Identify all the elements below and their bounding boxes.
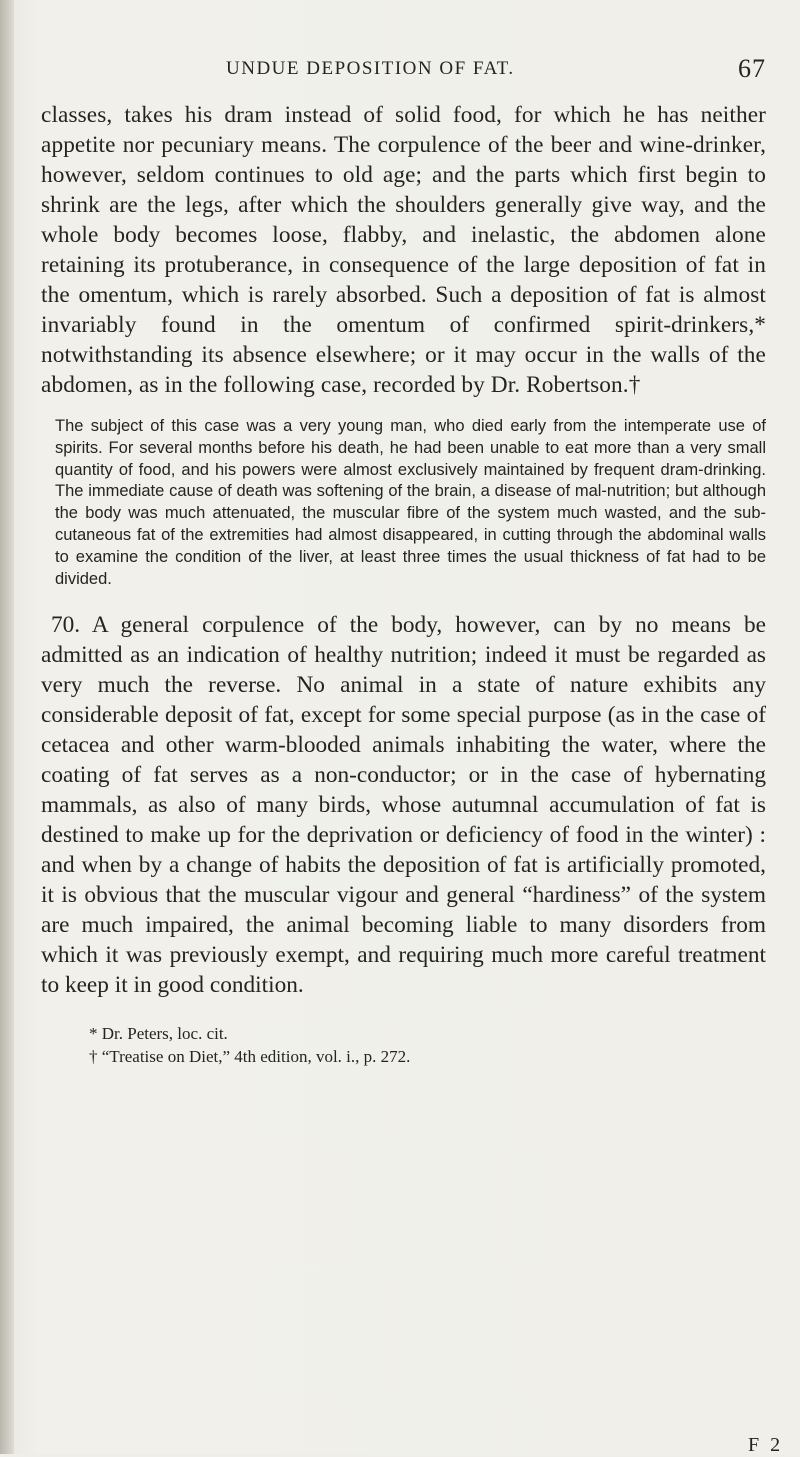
footnote-peters: * Dr. Peters, loc. cit.: [89, 1024, 228, 1044]
paragraph-70: 70. A general corpulence of the body, however, can by no means be admitted as an indication of healthy nutrition; indeed it must be regarded as very much the reverse. No animal in a state of nature exhibits any considerable deposit of fat, except for some special purpose (as in the case of cetacea and other warm-blooded animals inhabiting the water, where the coating of fat serves as a non-conductor; or in the case of hybernating mammals, as also of many birds, whose autumnal accumulation of fat is destined to make up for the deprivation or deficiency of food in the winter) : and when by a change of habits the deposition of fat is artificially promoted, it is obvious that the muscular vigour and general “hardiness” of the system are much impaired, the animal becoming liable to many disorders from which it was previously exempt, and requiring much more careful treatment to keep it in good condition.: [41, 612, 766, 999]
case-quotation: The subject of this case was a very young man, who died early from the intemperate use of spirits. For several months before his death, he had been unable to eat more than a very small quantity of food, and his powers were almost exclusively maintained by frequent dram-drinking. The immediate cause of death was softening of the brain, a disease of mal-nutrition; but although the body was much attenuated, the muscular fibre of the system much wasted, and the sub-cutaneous fat of the extremities had almost disappeared, in cutting through the abdominal walls to examine the condition of the liver, at least three times the usual thickness of fat had to be divided.: [55, 417, 766, 588]
running-head: UNDUE DEPOSITION OF FAT.: [226, 58, 515, 79]
footnotes: [41, 1022, 766, 1068]
footnote-treatise: † “Treatise on Diet,” 4th edition, vol. i., p. 272.: [89, 1047, 411, 1067]
page-header: [66, 54, 766, 88]
signature-mark: F 2: [748, 1434, 784, 1456]
page-gutter-shadow: [0, 0, 14, 1454]
page-number: 67: [738, 54, 766, 83]
main-text: [41, 100, 766, 1068]
paragraph-continuation: classes, takes his dram instead of solid food, for which he has neither appetite nor pecuniary means. The corpulence of the beer and wine-drinker, however, seldom continues to old age; and the parts which first begin to shrink are the legs, after which the shoulders generally give way, and the whole body becomes loose, flabby, and inelastic, the abdomen alone retaining its protuberance, in consequence of the large deposition of fat in the omentum, which is rarely absorbed. Such a deposition of fat is almost invariably found in the omentum of confirmed spirit-drinkers,* notwithstanding its absence elsewhere; or it may occur in the walls of the abdomen, as in the following case, recorded by Dr. Robertson.†: [41, 102, 766, 398]
